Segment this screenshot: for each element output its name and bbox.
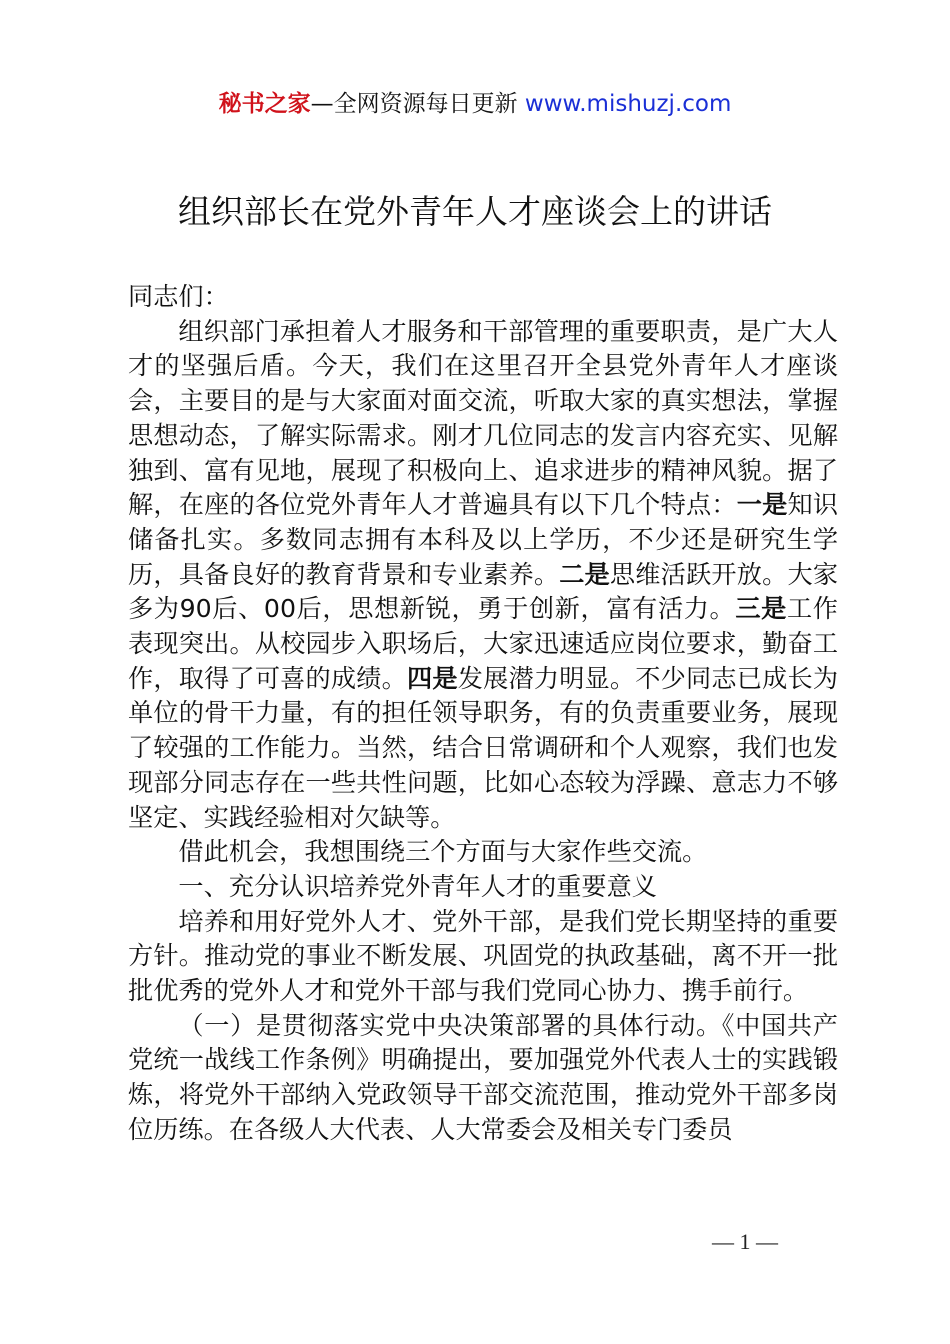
site-brand: 秘书之家 xyxy=(218,91,311,117)
page-number: — 1 — xyxy=(712,1229,778,1254)
site-tagline: —全网资源每日更新 xyxy=(310,91,525,117)
point-marker-1: 一是 xyxy=(736,490,788,520)
point-marker-4: 四是 xyxy=(407,663,458,693)
paragraph-transition: 借此机会，我想围绕三个方面与大家作些交流。 xyxy=(178,837,708,867)
point-marker-3: 三是 xyxy=(735,594,787,624)
document-body xyxy=(128,280,838,1148)
intro-text-3: 思维活跃开放。大家多为90后、00后，思想新锐，勇于创新，富有活力。 xyxy=(128,559,839,624)
site-banner xyxy=(0,88,950,120)
document-title: 组织部长在党外青年人才座谈会上的讲话 xyxy=(178,192,772,231)
intro-text-2: 知识储备扎实。多数同志拥有本科及以上学历，不少还是研究生学历，具备良好的教育背景和专业素养。 xyxy=(128,490,839,589)
site-url-link[interactable]: www.mishuzj.com xyxy=(524,91,732,117)
salutation: 同志们： xyxy=(128,282,229,311)
intro-text-4: 工作表现突出。从校园步入职场后，大家迅速适应岗位要求，勤奋工作，取得了可喜的成绩。 xyxy=(128,594,838,693)
paragraph-subsection1: （一）是贯彻落实党中央决策部署的具体行动。《中国共产党统一战线工作条例》明确提出，要加强党外代表人士的实践锻炼，将党外干部纳入党政领导干部交流范围，推动党外干部多岗位历练。在各级人大代表、人大常委会及相关专门委员 xyxy=(128,1010,838,1144)
section-heading-1: 一、充分认识培养党外青年人才的重要意义 xyxy=(178,871,657,901)
point-marker-2: 二是 xyxy=(559,559,610,589)
intro-text-1: 组织部门承担着人才服务和干部管理的重要职责，是广大人才的坚强后盾。今天，我们在这里召开全县党外青年人才座谈会，主要目的是与大家面对面交流，听取大家的真实想法，掌握思想动态，了解实际需求。刚才几位同志的发言内容充实、见解独到、富有见地，展现了积极向上、追求进步的精神风貌。据了解，在座的各位党外青年人才普遍具有以下几个特点： xyxy=(128,316,838,520)
paragraph-section1: 培养和用好党外人才、党外干部，是我们党长期坚持的重要方针。推动党的事业不断发展、巩固党的执政基础，离不开一批批优秀的党外人才和党外干部与我们党同心协力、携手前行。 xyxy=(128,906,838,1006)
paragraph-intro xyxy=(128,315,838,836)
intro-text-5: 发展潜力明显。不少同志已成长为单位的骨干力量，有的担任领导职务，有的负责重要业务，展现了较强的工作能力。当然，结合日常调研和个人观察，我们也发现部分同志存在一些共性问题，比如心态较为浮躁、意志力不够坚定、实践经验相对欠缺等。 xyxy=(128,663,839,832)
